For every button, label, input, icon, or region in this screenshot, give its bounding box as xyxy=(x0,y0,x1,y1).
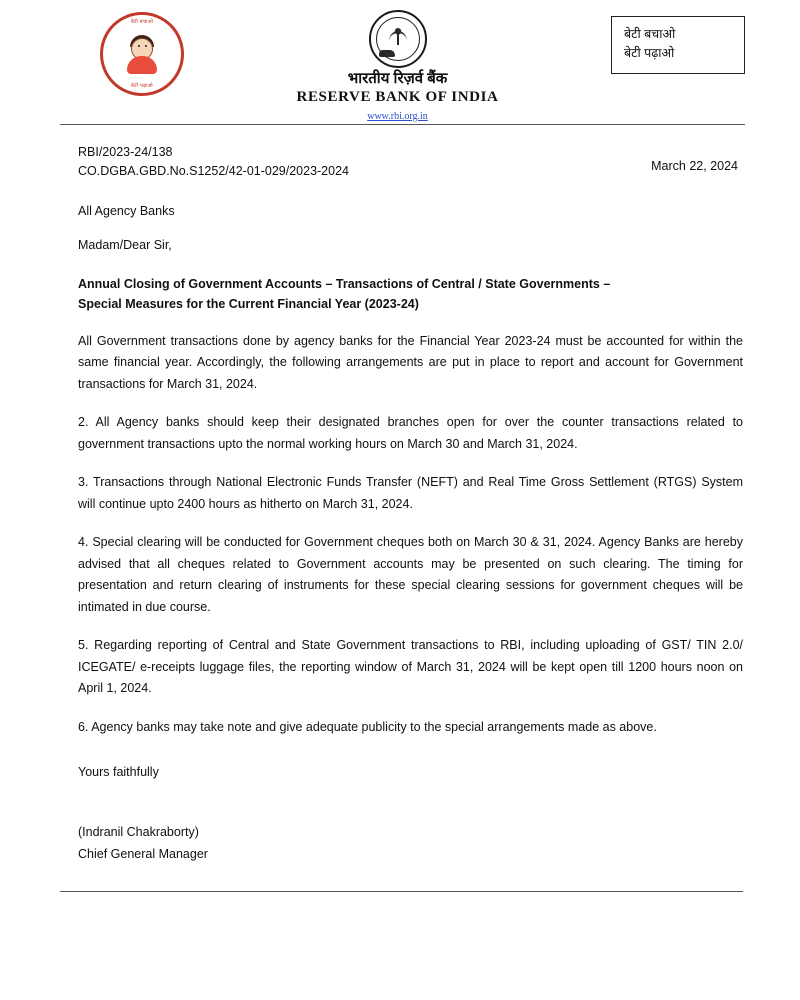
slogan-line-1: बेटी बचाओ xyxy=(624,27,676,41)
beti-bachao-emblem-icon xyxy=(100,12,184,96)
closing-salutation: Yours faithfully xyxy=(78,765,159,780)
reference-numbers xyxy=(78,143,349,182)
paragraph-5: 5. Regarding reporting of Central and State Government transactions to RBI, including uploading of GST/ TIN 2.0/ ICEGATE/ e-receipts luggage files, the reporting window of March 31, 2024 will be kept open till 1200 hours noon on April 1, 2024. xyxy=(78,638,743,696)
bank-name-english: RESERVE BANK OF INDIA xyxy=(296,89,499,105)
bank-identity-block xyxy=(184,10,611,124)
letter-date: March 22, 2024 xyxy=(651,159,738,173)
subject-line-2: Special Measures for the Current Financial Year (2023-24) xyxy=(78,296,419,311)
signature-block xyxy=(78,822,743,865)
paragraph-1: All Government transactions done by agency banks for the Financial Year 2023-24 must be accounted for within the same financial year. Accordingly, the following arrangements are put in place to report and account for Government transactions for March 31, 2024. xyxy=(78,333,743,391)
salutation: Madam/Dear Sir, xyxy=(78,237,172,252)
footer-divider xyxy=(60,891,743,892)
slogan-box xyxy=(611,16,745,74)
rbi-seal-icon xyxy=(369,10,427,68)
emblem-ring-bottom-text: बेटी पढ़ाओ xyxy=(131,83,153,89)
girl-illustration-icon xyxy=(120,32,164,76)
subject-line-1: Annual Closing of Government Accounts – Transactions of Central / State Governments – xyxy=(78,276,611,291)
reference-number-2: CO.DGBA.GBD.No.S1252/42-01-029/2023-2024 xyxy=(78,164,349,179)
slogan-line-2: बेटी पढ़ाओ xyxy=(624,46,675,61)
paragraph-6: 6. Agency banks may take note and give adequate publicity to the special arrangements made as above. xyxy=(78,719,657,734)
reference-number-1: RBI/2023-24/138 xyxy=(78,145,173,159)
paragraph-4: 4. Special clearing will be conducted for Government cheques both on March 30 & 31, 2024. Agency Banks are hereby advised that all cheques related to Government accounts may be presented on such clearing. The timing for presentation and return clearing of instruments for these special clearing sessions for government cheques will be intimated in due course. xyxy=(78,535,743,614)
reference-row xyxy=(78,143,743,182)
letter-body xyxy=(0,125,800,865)
signatory-name: (Indranil Chakraborty) xyxy=(78,825,199,840)
signatory-designation: Chief General Manager xyxy=(78,846,208,861)
paragraph-3: 3. Transactions through National Electronic Funds Transfer (NEFT) and Real Time Gross Settlement (RTGS) System will continue upto 2400 hours as hitherto on March 31, 2024. xyxy=(78,475,743,511)
subject-heading xyxy=(78,274,743,314)
paragraph-2: 2. All Agency banks should keep their designated branches open for over the counter transactions related to government transactions upto the normal working hours on March 30 and March 31, 2024. xyxy=(78,415,743,451)
addressee: All Agency Banks xyxy=(78,203,175,218)
bank-website-link[interactable]: www.rbi.org.in xyxy=(367,111,428,122)
bank-name-hindi: भारतीय रिज़र्व बैंक xyxy=(347,70,448,87)
emblem-ring-top-text: बेटी बचाओ xyxy=(130,19,154,25)
letterhead xyxy=(0,0,800,120)
